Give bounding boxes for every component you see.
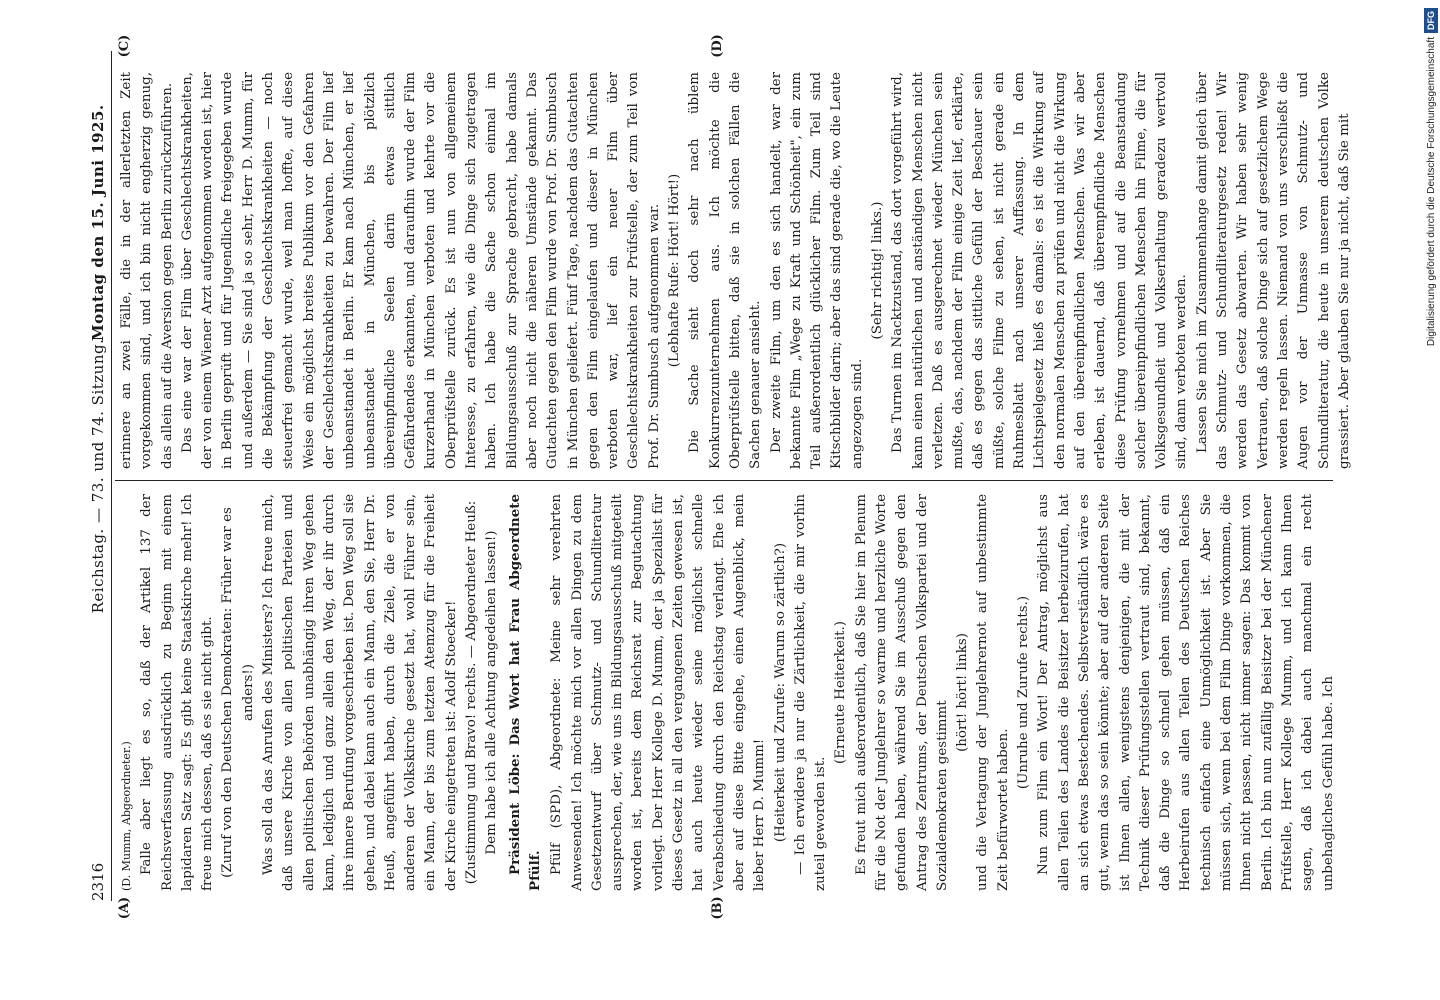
paragraph: Das Turnen im Nacktzustand, das dort vorgeführt wird, kann einen natürlichen und anständigen Menschen nicht verletzen. Daß es ausgerechnet wieder München sein mußte, das, nachdem der Film einige Zeit lief, erklärte, daß es gegen das sittliche Gefühl der Beschauer sein müßte, solche Filme zu sehen, ist nicht gerade ein Ruhmesblatt nach unserer Auffassung. In dem Lichtspielgesetz hieß es damals: es ist die Wirkung auf den normalen Menschen zu prüfen und nicht die Wirkung auf den übereinpfindlichen Menschen. Was wir aber erleben, ist dauernd, daß überempfindliche Menschen diese Prüfung vornehmen und auf die Beanstandung solcher übereinpfindlichen Menschen hin Filme, die für Volksgesundheit und Volkserhaltung geradezu wertvoll sind, dann verboten werden.	[890, 72, 1190, 469]
paragraph: Das eine war der Film über Geschlechtskrankheiten, der von einem Wiener Arzt aufgenommen worden ist, hier in Berlin geprüft und für Jugendliche freigegeben wurde und außerdem — Sie sind ja so sehr, Herr D. Mumm, für die Bekämpfung der Geschlechtskrankheiten — noch steuerfrei gemacht wurde, weil man hoffte, auf diese Weise ein möglichst breites Publikum vor den Gefahren der Geschlechtskrankheiten zu bewahren. Der Film lief unbeanstandet in Berlin. Er kam nach München, er lief unbeanstandet in München, bis plötzlich übereinpfindliche Seelen darin etwas sittlich Gefährdendes erkannten, und daraufhin wurde der Film kurzerhand in München verboten und kehrte vor die Oberprüfstelle zurück. Es ist nun von allgemeinem Interesse, zu erfahren, wie die Dinge sich zugetragen haben. Ich habe die Sache schon einmal im Bildungsausschuß zur Sprache gebracht, habe damals aber noch nicht die näheren Umstände gekannt. Das Gutachten gegen den Film wurde von Prof. Dr. Sumbusch in München geliefert. Fünf Tage, nachdem das Gutachten gegen den Film eingelaufen und dieser in München verboten war, lief ein neuer Film über Geschlechtskrankheiten zur Prüfstelle, der zum Teil von Prof. Dr. Sumbusch aufgenommen war.	[179, 72, 662, 469]
interjection: (Zuruf von den Deutschen Demokraten: Früher war es anders!)	[220, 507, 256, 878]
speaker-continuation: (D. Mumm, Abgeordneter.)	[120, 741, 133, 891]
funding-credit	[1422, 8, 1440, 993]
page-number: 2316	[89, 862, 107, 901]
page-header	[87, 51, 109, 901]
paragraph: Lassen Sie mich im Zusammenhange damit gleich über das Schmutz- und Schundliteraturgesetz reden! Wir werden das Gesetz abwarten. Wir haben sehr wenig Vertrauen, daß solche Dinge sich auf gesetzlichem Wege werden regeln lassen. Niemand von uns verschließt die Augen vor der Unmasse von Schmutz- und Schundliteratur, die heute in unserem deutschen Volke grassiert. Aber glauben Sie nur ja nicht, daß Sie mit	[1194, 72, 1352, 469]
dfg-logo: DFG	[1424, 8, 1438, 33]
interjection: (Heiterkeit und Zurufe: Warum so zärtlich?)	[772, 542, 788, 843]
paragraph: Falle aber liegt es so, daß der Artikel 137 der Reichsverfassung ausdrücklich zu Beginn mit einem lapidaren Satz sagt: Es gibt keine Staatskirche mehr! Ich freue mich dessen, daß es sie nicht gibt.	[139, 494, 216, 891]
session-date: Montag den 15. Juni 1925.	[89, 104, 107, 341]
margin-letter-c: (C)	[117, 34, 132, 58]
interjection: (Unruhe und Zurufe rechts.)	[1016, 595, 1032, 790]
interjection: (Sehr richtig! links.)	[869, 201, 885, 340]
paragraph: und die Vertagung der Junglehrernot auf unbestimmte Zeit befürwortet haben.	[975, 494, 1011, 891]
funding-credit-text: Digitalisierung gefördert durch die Deutsche Forschungsgemeinschaft	[1425, 37, 1437, 347]
paragraph: Nun zum Film ein Wort! Der Antrag, möglichst aus allen Teilen des Landes die Beisitzer herbeizurufen, hat an sich etwas Bestechendes. Selbstverständlich wäre es gut, wenn das so sein könnte; aber auf der anderen Seite ist Ihnen allen, wenigstens denjenigen, die mit der Technik dieser Prüfungsstellen vertraut sind, bekannt, daß die Dinge so schnell gehen müssen, daß ein Herbeirufen aus allen Teilen des Deutschen Reiches technisch einfach eine Unmöglichkeit ist. Aber Sie müssen sich, wenn bei dem Film Dinge vorkommen, die Ihnen nicht passen, nicht immer sagen: Das kommt von Berlin. Ich bin nun zufällig Beisitzer bei der Münchener Prüfstelle, Herr Kollege Mumm, und ich kann Ihnen sagen, daß ich dabei auch manchmal ein recht unbehagliches Gefühl habe. Ich	[1036, 494, 1336, 891]
margin-letter-a: (A)	[117, 896, 132, 920]
paragraph: Was soll da das Anrufen des Ministers? Ich freue mich, daß unsere Kirche von allen politischen Parteien und allen politischen Behörden unabhängig ihren Weg gehen kann, lediglich und ganz allein den Weg, der ihr durch ihre innere Berufung vorgeschrieben ist. Den Weg soll sie gehen, und dabei kann auch ein Mann, den Sie, Herr Dr. Heuß, angeführt haben, durch die Ziele, die er von anderen der Volkskirche gesetzt hat, wohl Führer sein, ein Mann, der bis zum letzten Atemzug für die Freiheit der Kirche eingetreten ist: Adolf Stoecker!	[261, 494, 459, 891]
paragraph: Die Sache sieht doch sehr nach üblem Konkurrenzunternehmen aus. Ich möchte die Oberprüfstelle bitten, daß sie in solchen Fällen die Sachen genauer ansieht.	[687, 72, 764, 469]
margin-letter-d: (D)	[710, 34, 725, 58]
header-rule	[111, 51, 112, 901]
interjection: (hört! hört! links)	[955, 633, 971, 752]
interjection: (Zustimmung und Bravo! rechts. — Abgeordneter Heuß: Dem habe ich alle Achtung angedeihen lassen!)	[464, 500, 500, 885]
interjection: (Erneute Heiterkeit.)	[833, 621, 849, 764]
paragraph: — Ich erwidere ja nur die Zärtlichkeit, die mir vorhin zuteil geworden ist.	[792, 494, 829, 891]
paragraph: Der zweite Film, um den es sich handelt, war der bekannte Film „Wege zu Kraft und Schönheit", ein zum Teil außerordentlich glücklicher Film. Zum Teil sind Kitschbilder darin; aber das sind gerade die, wo die Leute angezogen sind.	[768, 72, 865, 469]
document-page	[87, 34, 1352, 920]
session-title: Reichstag. — 73. und 74. Sitzung.	[89, 338, 107, 614]
column-divider	[115, 480, 1333, 481]
left-column	[117, 494, 1336, 891]
margin-letter-b: (B)	[710, 896, 725, 920]
interjection: (Lebhafte Rufe: Hört! Hört!)	[667, 173, 683, 368]
right-column	[117, 72, 1352, 469]
paragraph: erinnere an zwei Fälle, die in der allerletzten Zeit vorgekommen sind, und ich bin nicht engherzig genug, das allein auf die Aversion gegen Berlin zurückzuführen.	[119, 72, 175, 469]
president-announcement: Präsident Löbe: Das Wort hat Frau Abgeordnete Pfülf.	[506, 494, 543, 891]
speech-opening: Pfülf (SPD), Abgeordnete: Meine sehr verehrten Anwesenden! Ich möchte mich vor allen Dingen zu dem Gesetzentwurf über Schmutz- und Schundliteratur aussprechen, der, wie uns im Bildungsausschuß mitgeteilt worden ist, bereits dem Reichsrat zur Begutachtung vorliegt. Der Herr Kollege D. Mumm, der ja Spezialist für dieses Gesetz in all den vergangenen Zeiten gewesen ist, hat auch heute wieder seine möglichst schnelle Verabschiedung durch den Reichstag verlangt. Ehe ich aber auf diese Bitte eingehe, einen Augenblick, mein lieber Herr D. Mumm!	[549, 494, 768, 891]
paragraph: Es freut mich außerordentlich, daß Sie hier im Plenum für die Not der Junglehrer so warme und herzliche Worte gefunden haben, während Sie im Ausschuß gegen den Antrag des Zentrums, der Deutschen Volkspartei und der Sozialdemokraten gestimmt	[853, 494, 950, 891]
